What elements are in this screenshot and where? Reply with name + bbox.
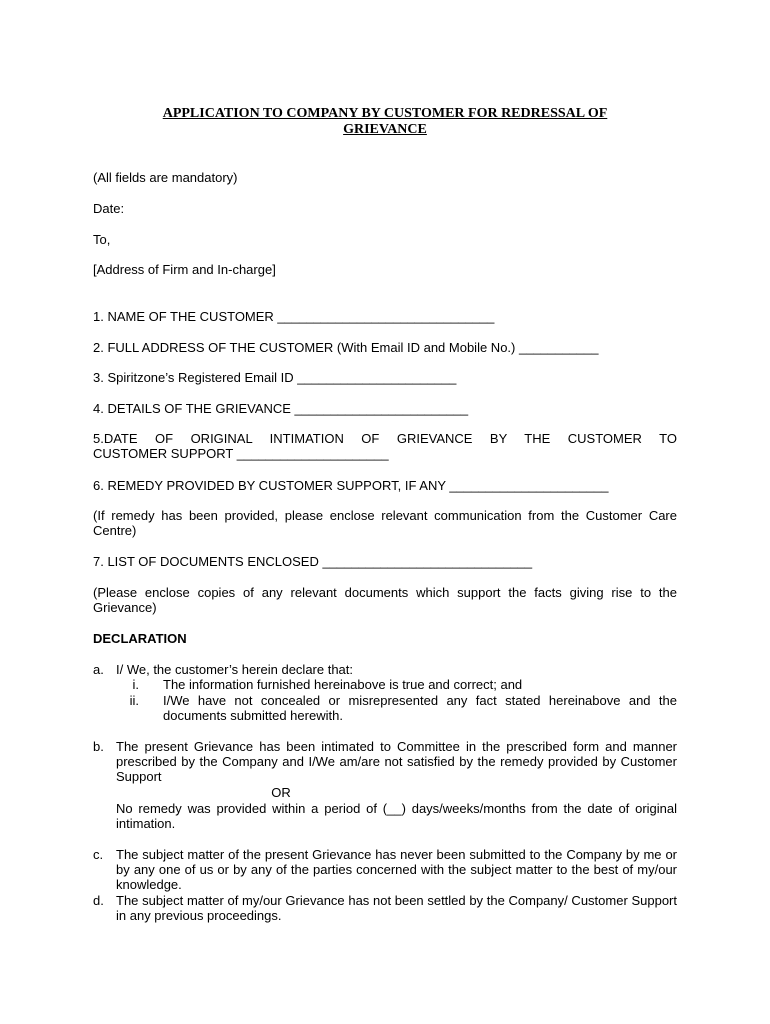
field-customer-name: 1. NAME OF THE CUSTOMER ______________________________ — [93, 309, 495, 324]
subitem-ii-text: I/We have not concealed or misrepresented any fact stated hereinabove and the documents submitted herewith. — [163, 693, 677, 723]
date-label: Date: — [93, 201, 125, 216]
item-a-text: I/ We, the customer’s herein declare that: — [116, 662, 354, 677]
documents-note: (Please enclose copies of any relevant documents which support the facts giving rise to the Grievance) — [93, 585, 677, 615]
declaration-heading: DECLARATION — [93, 631, 187, 646]
address-line: [Address of Firm and In-charge] — [93, 262, 276, 277]
field-intimation-date-line2: CUSTOMER SUPPORT _____________________ — [93, 446, 389, 461]
item-a-label: a. — [93, 662, 104, 677]
subitem-i-label: i. — [132, 677, 139, 692]
field-intimation-date-line1: 5.DATE OF ORIGINAL INTIMATION OF GRIEVANCE BY THE CUSTOMER TO — [93, 431, 677, 446]
subitem-ii-label: ii. — [129, 693, 139, 708]
mandatory-note: (All fields are mandatory) — [93, 170, 238, 185]
field-full-address: 2. FULL ADDRESS OF THE CUSTOMER (With Email ID and Mobile No.) ___________ — [93, 340, 599, 355]
item-c-text: The subject matter of the present Grievance has never been submitted to the Company by me or by any one of us or by any of the parties concerned with the subject matter to the best of my/our knowledge. — [116, 847, 677, 892]
item-d-text: The subject matter of my/our Grievance has not been settled by the Company/ Customer Support in any previous proceedings. — [116, 893, 677, 923]
field-documents-enclosed: 7. LIST OF DOCUMENTS ENCLOSED _____________________________ — [93, 554, 533, 569]
subitem-i-text: The information furnished hereinabove is true and correct; and — [163, 677, 523, 692]
field-registered-email: 3. Spiritzone’s Registered Email ID ______________________ — [93, 370, 457, 385]
item-d-label: d. — [93, 893, 104, 908]
field-grievance-details: 4. DETAILS OF THE GRIEVANCE ________________________ — [93, 401, 469, 416]
remedy-note: (If remedy has been provided, please enclose relevant communication from the Customer Care Centre) — [93, 508, 677, 538]
item-b-text: The present Grievance has been intimated to Committee in the prescribed form and manner prescribed by the Company and I/We am/are not satisfied by the remedy provided by Customer Support — [116, 739, 677, 784]
document-title — [110, 106, 660, 138]
item-b-or: OR — [271, 785, 291, 800]
title-line-2: GRIEVANCE — [343, 122, 427, 137]
item-b-label: b. — [93, 739, 104, 754]
to-label: To, — [93, 232, 111, 247]
item-b-text2: No remedy was provided within a period of (__) days/weeks/months from the date of original intimation. — [116, 801, 677, 831]
title-line-1: APPLICATION TO COMPANY BY CUSTOMER FOR REDRESSAL OF — [162, 106, 608, 121]
item-c-label: c. — [93, 847, 104, 862]
field-remedy-provided: 6. REMEDY PROVIDED BY CUSTOMER SUPPORT, IF ANY ______________________ — [93, 478, 609, 493]
